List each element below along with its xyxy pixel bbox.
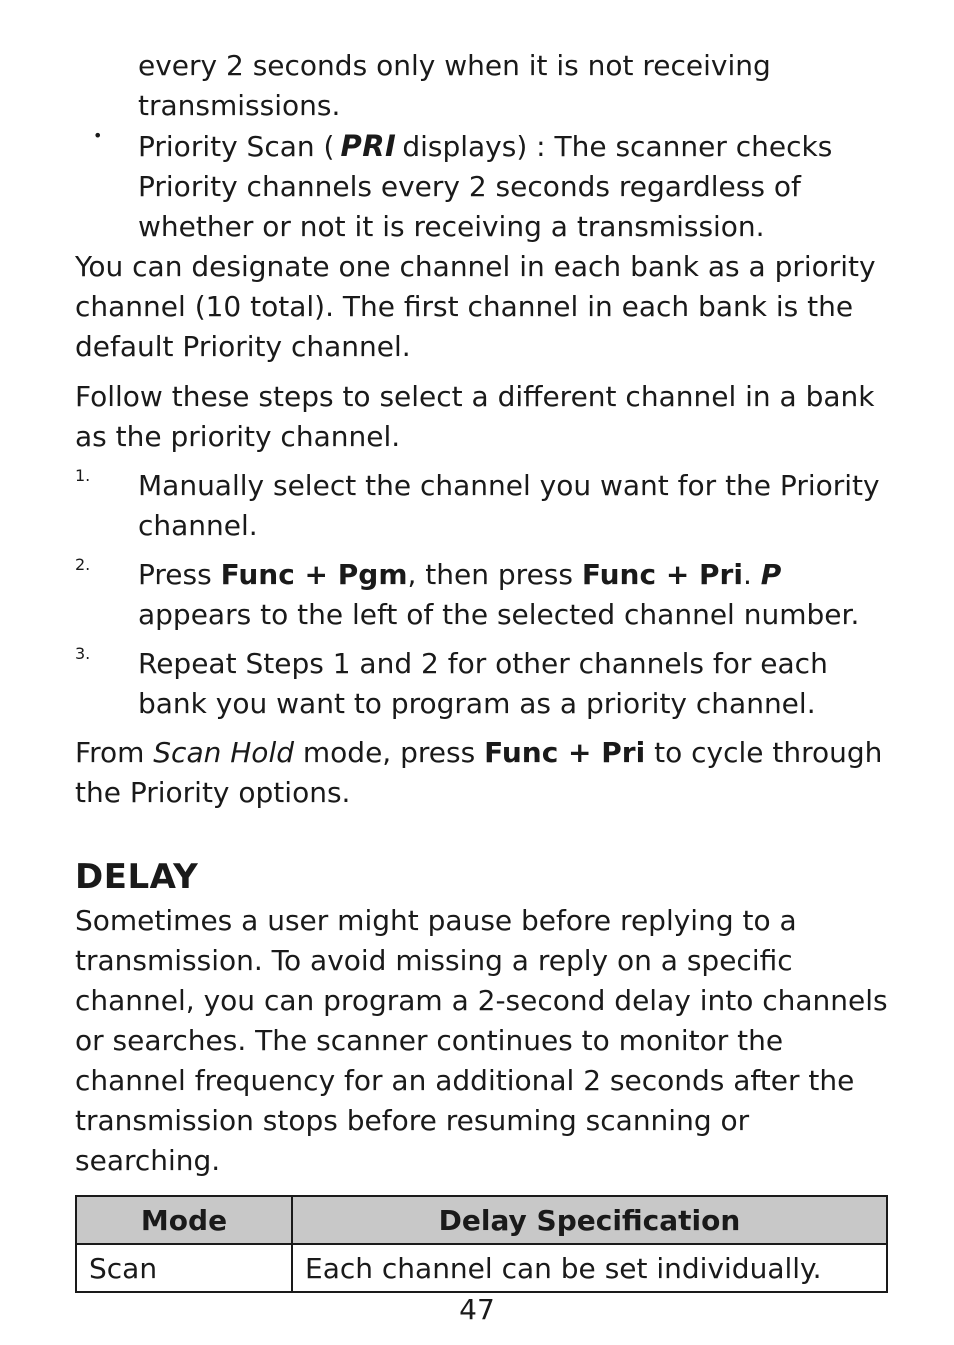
cycle-paragraph: From Scan Hold mode, press Func + Pri to cycle through the Priority options. [75, 736, 883, 809]
step-3 [75, 644, 890, 724]
step-text: , then press [407, 558, 582, 591]
table-row [76, 1244, 887, 1292]
table-header-row [76, 1196, 887, 1244]
priority-scan-label: Priority Scan ( [138, 130, 335, 163]
pri-display-icon: PRI [340, 129, 397, 163]
step-text: Manually select the channel you want for the Priority channel. [138, 469, 880, 542]
header-mode: Mode [76, 1196, 292, 1244]
step-text: . [742, 558, 761, 591]
step-text: Press [138, 558, 221, 591]
key-combo-func-pri: Func + Pri [581, 558, 743, 591]
page-number: 47 [459, 1293, 495, 1326]
section-heading-delay: DELAY [75, 857, 199, 897]
key-combo-func-pri: Func + Pri [484, 736, 646, 769]
follow-steps-paragraph: Follow these steps to select a different channel in a bank as the priority channel. [75, 380, 875, 453]
delay-spec-table [75, 1195, 888, 1293]
cell-mode: Scan [76, 1244, 292, 1292]
step-text: appears to the left of the selected channel number. [138, 598, 860, 631]
step-text: Repeat Steps 1 and 2 for other channels for each bank you want to program as a priority channel. [138, 647, 828, 720]
header-delay-specification: Delay Specification [292, 1196, 887, 1244]
continuation-text: every 2 seconds only when it is not receiving transmissions. [138, 49, 771, 122]
key-combo-func-pgm: Func + Pgm [220, 558, 408, 591]
designate-paragraph: You can designate one channel in each bank as a priority channel (10 total). The first channel in each bank is the default Priority channel. [75, 250, 876, 363]
priority-scan-description: displays) : The scanner checks Priority channels every 2 seconds regardless of whether or not it is receiving a transmission. [138, 130, 833, 243]
cell-delay-spec: Each channel can be set individually. [292, 1244, 887, 1292]
step-number: 2. [75, 555, 91, 574]
priority-scan-bullet [75, 126, 890, 247]
bullet-marker: • [93, 126, 103, 145]
step-1 [75, 466, 890, 546]
step-number: 3. [75, 644, 91, 663]
manual-page [75, 46, 890, 1293]
delay-paragraph: Sometimes a user might pause before replying to a transmission. To avoid missing a reply on a specific channel, you can program a 2-second delay into channels or searches. The scanner continues to monitor the channel frequency for an additional 2 seconds after the transmission stops before resuming scanning or searching. [75, 904, 888, 1177]
priority-p-indicator: P [760, 558, 782, 591]
scan-hold-mode: Scan Hold [153, 736, 294, 769]
step-2 [75, 555, 890, 635]
step-number: 1. [75, 466, 91, 485]
